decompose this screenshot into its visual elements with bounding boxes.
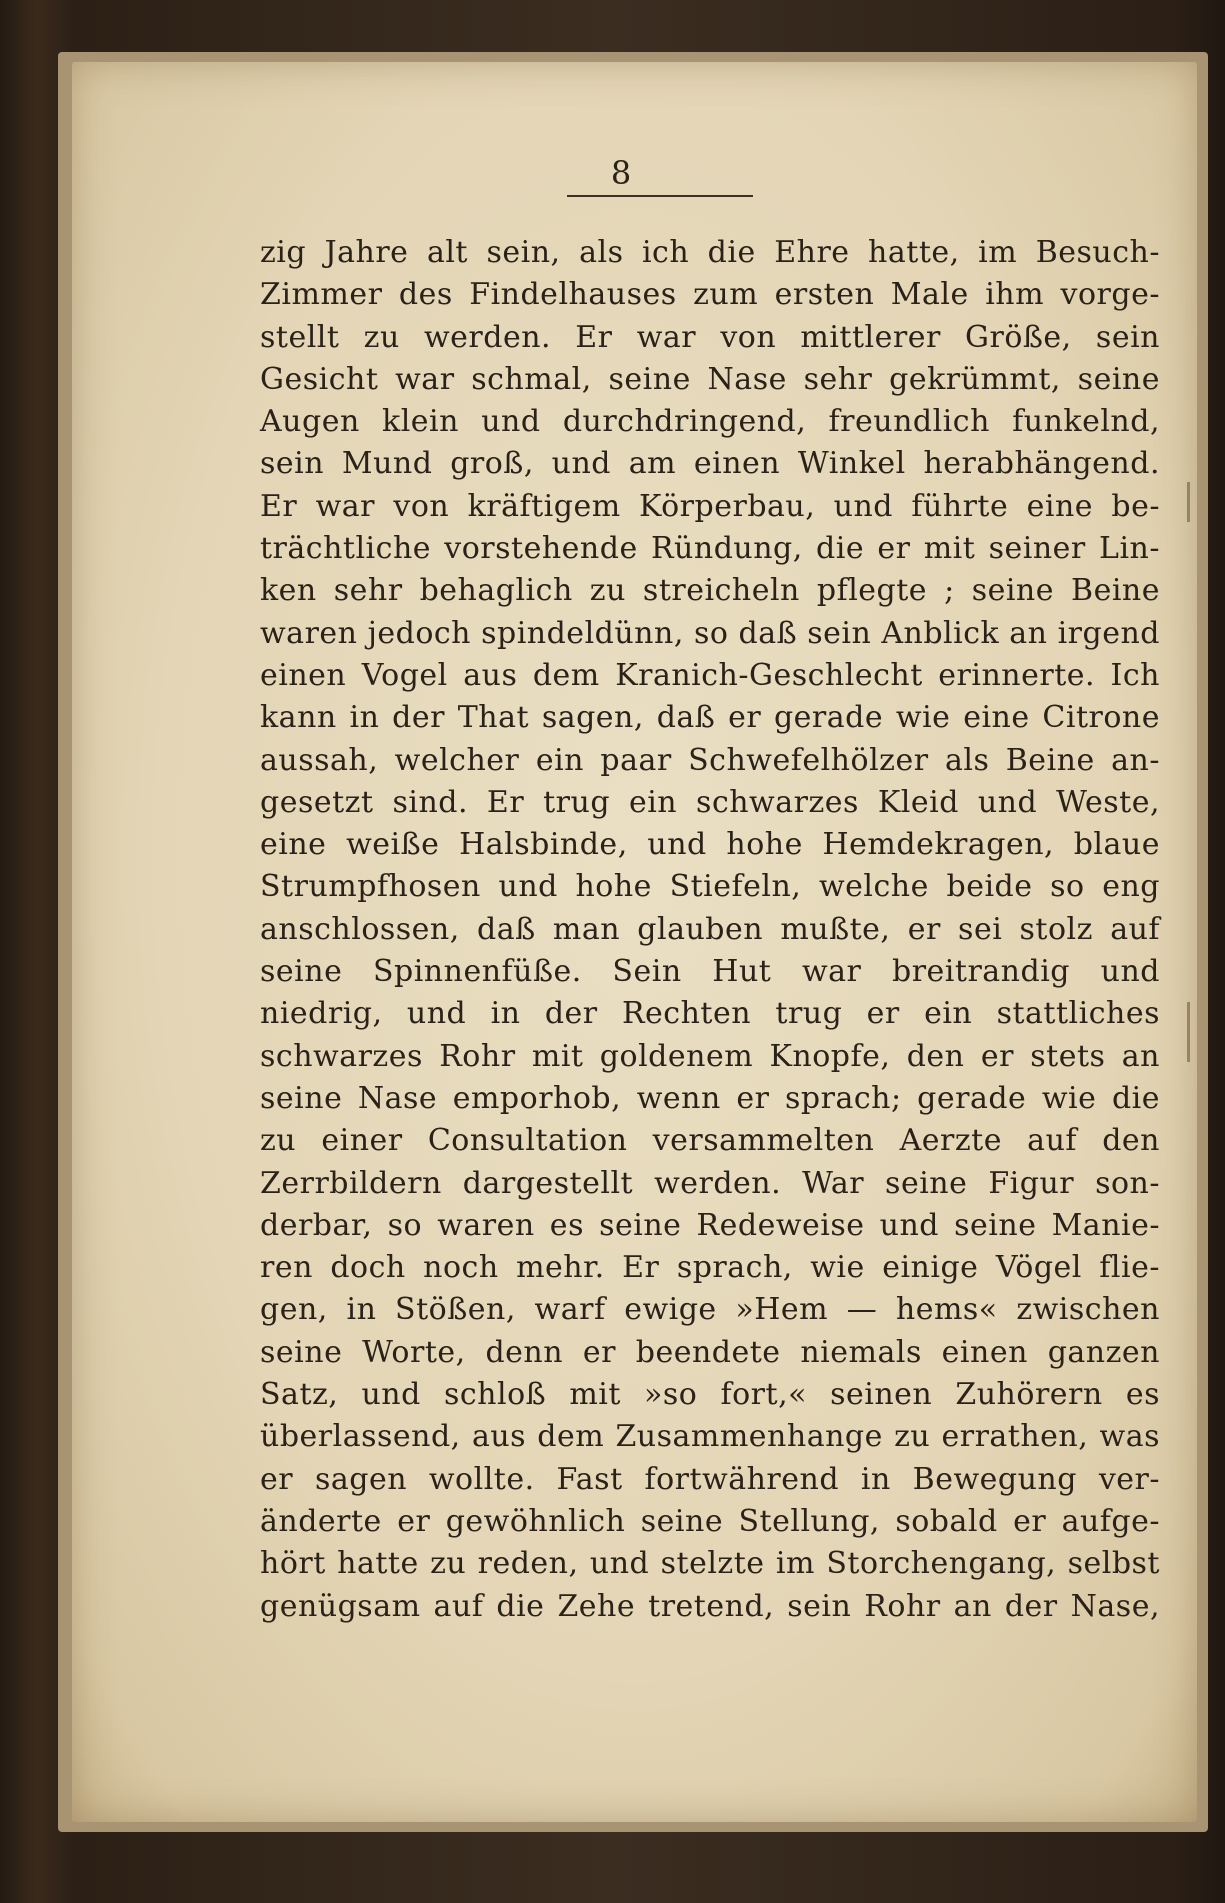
text-line: Augen klein und durchdringend, freundlich funkelnd, bbox=[260, 404, 1160, 440]
header-rule bbox=[567, 195, 753, 197]
text-line: seine Spinnenfüße. Sein Hut war breitrandig und bbox=[260, 954, 1160, 990]
text-line: schwarzes Rohr mit goldenem Knopfe, den er stets an bbox=[260, 1038, 1160, 1074]
text-line: seine Worte, denn er beendete niemals einen ganzen bbox=[260, 1334, 1160, 1370]
text-line: niedrig, und in der Rechten trug er ein stattliches bbox=[260, 996, 1160, 1032]
text-line: waren jedoch spindeldünn, so daß sein Anblick an irgend bbox=[260, 615, 1160, 651]
text-line: hört hatte zu reden, und stelzte im Storchengang, selbst bbox=[260, 1546, 1160, 1582]
text-line: Strumpfhosen und hohe Stiefeln, welche beide so eng bbox=[260, 869, 1160, 905]
text-line: derbar, so waren es seine Redeweise und seine Manie- bbox=[260, 1207, 1160, 1243]
text-line: Zerrbildern dargestellt werden. War seine Figur son- bbox=[260, 1165, 1160, 1201]
text-line: gesetzt sind. Er trug ein schwarzes Kleid und Weste, bbox=[260, 784, 1160, 820]
text-line: ken sehr behaglich zu streicheln pflegte ; seine Beine bbox=[260, 573, 1160, 609]
body-text bbox=[260, 232, 1160, 1628]
text-line: Satz, und schloß mit »so fort,« seinen Zuhörern es bbox=[260, 1377, 1160, 1413]
text-line: Zimmer des Findelhauses zum ersten Male ihm vorge- bbox=[260, 277, 1160, 313]
text-line: Er war von kräftigem Körperbau, und führte eine be- bbox=[260, 488, 1160, 524]
page-edge-mark bbox=[1187, 482, 1190, 522]
text-line: er sagen wollte. Fast fortwährend in Bewegung ver- bbox=[260, 1461, 1160, 1497]
text-line: ren doch noch mehr. Er sprach, wie einige Vögel flie- bbox=[260, 1250, 1160, 1286]
text-line: kann in der That sagen, daß er gerade wie eine Citrone bbox=[260, 700, 1160, 736]
text-line: änderte er gewöhnlich seine Stellung, sobald er aufge- bbox=[260, 1503, 1160, 1539]
text-line: zu einer Consultation versammelten Aerzte auf den bbox=[260, 1123, 1160, 1159]
text-line: seine Nase emporhob, wenn er sprach; gerade wie die bbox=[260, 1080, 1160, 1116]
text-line: anschlossen, daß man glauben mußte, er sei stolz auf bbox=[260, 911, 1160, 947]
text-line: überlassend, aus dem Zusammenhange zu errathen, was bbox=[260, 1419, 1160, 1455]
text-line: einen Vogel aus dem Kranich-Geschlecht erinnerte. Ich bbox=[260, 657, 1160, 693]
text-line: sein Mund groß, und am einen Winkel herabhängend. bbox=[260, 446, 1160, 482]
book-page bbox=[72, 62, 1197, 1822]
text-line: zig Jahre alt sein, als ich die Ehre hatte, im Besuch- bbox=[260, 235, 1160, 270]
text-line: Gesicht war schmal, seine Nase sehr gekrümmt, seine bbox=[260, 361, 1160, 397]
text-line: aussah, welcher ein paar Schwefelhölzer als Beine an- bbox=[260, 742, 1160, 778]
text-line: genügsam auf die Zehe tretend, sein Rohr an der Nase, bbox=[260, 1588, 1160, 1624]
page-edge-mark bbox=[1187, 1002, 1190, 1062]
page-number: 8 bbox=[610, 154, 632, 192]
text-line: gen, in Stößen, warf ewige »Hem — hems« zwischen bbox=[260, 1292, 1160, 1328]
text-line: stellt zu werden. Er war von mittlerer Größe, sein bbox=[260, 319, 1160, 355]
text-line: trächtliche vorstehende Ründung, die er mit seiner Lin- bbox=[260, 531, 1160, 567]
text-line: eine weiße Halsbinde, und hohe Hemdekragen, blaue bbox=[260, 827, 1160, 863]
